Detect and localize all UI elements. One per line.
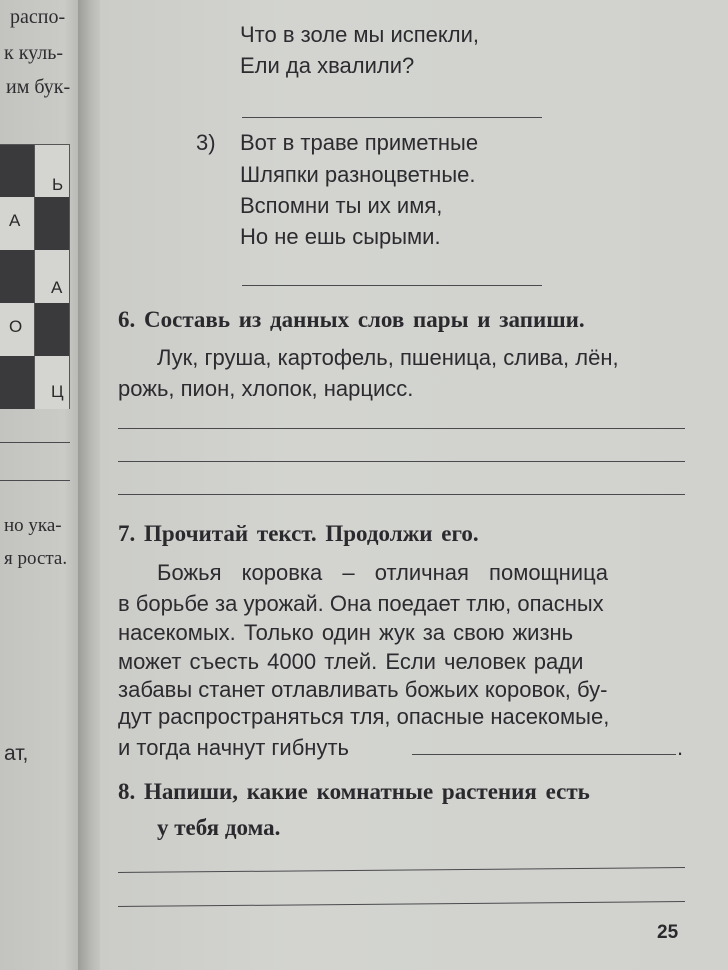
riddle-number: 3) <box>196 130 216 155</box>
end-dot: . <box>677 735 684 760</box>
riddle-line: Но не ешь сырыми. <box>240 224 441 249</box>
left-answer-line <box>0 442 70 443</box>
task-6-text: рожь, пион, хлопок, нарцисс. <box>118 376 414 401</box>
answer-line[interactable] <box>242 285 542 286</box>
riddle-line: Вспомни ты их имя, <box>240 193 443 218</box>
left-fragment: ат, <box>4 742 29 765</box>
riddle-line: Шляпки разноцветные. <box>240 162 476 187</box>
grid-letter: А <box>9 211 21 230</box>
task-7-title: 7. Прочитай текст. Продолжи его. <box>118 521 479 546</box>
left-fragment: к куль- <box>4 42 64 64</box>
answer-line[interactable] <box>412 754 676 755</box>
crossword-grid <box>0 144 70 409</box>
poem-line: Что в золе мы испекли, <box>240 22 480 47</box>
task-7-text: насекомых. Только один жук за свою жизнь <box>118 620 574 645</box>
task-7-text: и тогда начнут гибнуть <box>118 735 349 760</box>
task-7-text: может съесть 4000 тлей. Если человек ради <box>118 649 584 674</box>
answer-line[interactable] <box>118 494 685 495</box>
task-6-title: 6. Составь из данных слов пары и запиши. <box>118 307 585 332</box>
task-7-text: забавы станет отлавливать божьих коровок, бу- <box>118 677 608 702</box>
left-fragment: но ука- <box>4 515 62 536</box>
left-fragment: распо- <box>10 6 66 28</box>
page-number: 25 <box>657 922 679 943</box>
riddle-line: Вот в траве приметные <box>240 130 479 155</box>
grid-letter: Ь <box>52 175 64 194</box>
task-8-title: 8. Напиши, какие комнатные растения есть <box>118 779 590 804</box>
poem-line: Ели да хвалили? <box>240 53 415 78</box>
task-8-title: у тебя дома. <box>157 815 281 840</box>
answer-line[interactable] <box>242 117 542 118</box>
left-answer-line <box>0 480 70 481</box>
task-7-text: Божья коровка – отличная помощница <box>157 560 608 585</box>
task-6-text: Лук, груша, картофель, пшеница, слива, лён, <box>157 345 619 370</box>
task-7-text: в борьбе за урожай. Она поедает тлю, опасных <box>118 591 604 616</box>
answer-line[interactable] <box>118 428 685 429</box>
grid-letter: А <box>51 278 63 297</box>
left-fragment: им бук- <box>6 76 71 98</box>
left-fragment: я роста. <box>4 548 68 569</box>
answer-line[interactable] <box>118 461 685 462</box>
grid-letter: Ц <box>51 382 64 401</box>
task-7-text: дут распространяться тля, опасные насекомые, <box>118 704 610 729</box>
grid-letter: О <box>9 317 23 336</box>
